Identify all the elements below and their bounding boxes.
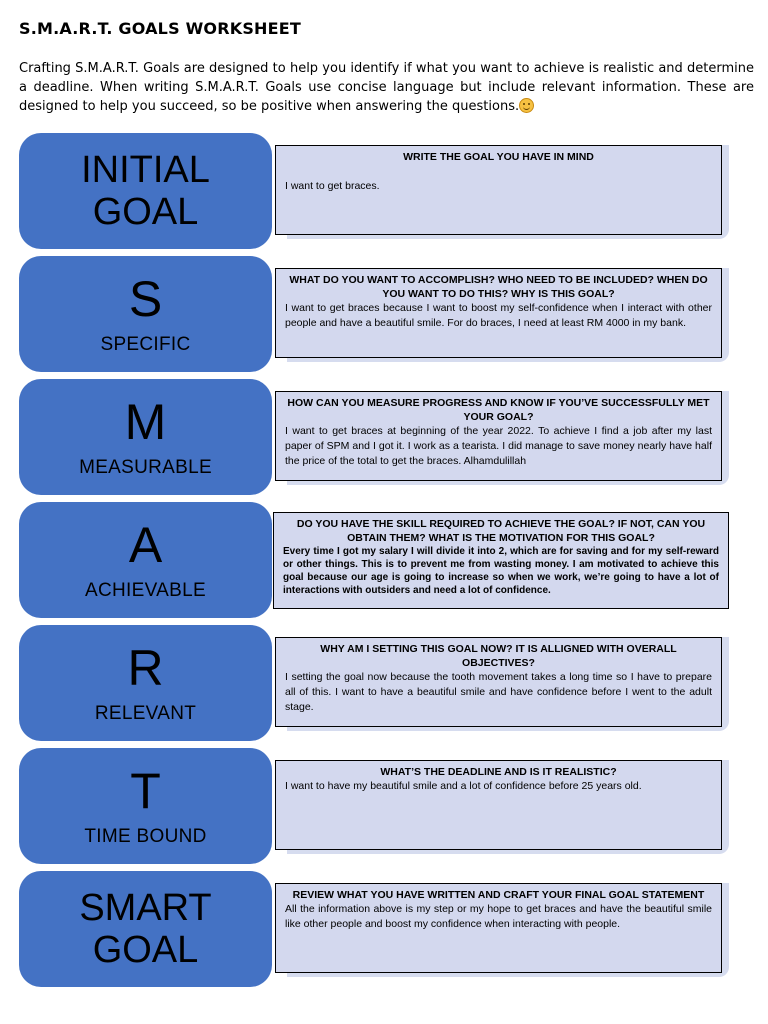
specific-answer: I want to get braces because I want to boost my self-confidence when I interact with other people and have a beautiful smile. For do braces, I need at least RM 4000 in my bank. bbox=[285, 302, 712, 329]
smart-goal-row bbox=[19, 871, 754, 987]
relevant-question: WHY AM I SETTING THIS GOAL NOW? IT IS ALLIGNED WITH OVERALL OBJECTIVES? bbox=[320, 643, 677, 669]
measurable-letter: M bbox=[124, 394, 167, 450]
smart-goal-label bbox=[19, 871, 272, 987]
measurable-box[interactable] bbox=[275, 391, 722, 481]
achievable-question: DO YOU HAVE THE SKILL REQUIRED TO ACHIEVE THE GOAL? IF NOT, CAN YOU OBTAIN THEM? WHAT IS THE MOTIVATION FOR THIS GOAL? bbox=[296, 518, 706, 544]
relevant-box[interactable] bbox=[275, 637, 722, 727]
smart-goal-label-bottom: GOAL bbox=[92, 929, 199, 971]
initial-goal-box[interactable] bbox=[275, 145, 722, 235]
measurable-question: HOW CAN YOU MEASURE PROGRESS AND KNOW IF YOU’VE SUCCESSFULLY MET YOUR GOAL? bbox=[287, 397, 710, 423]
smart-goal-answer: All the information above is my step or my hope to get braces and have the beautiful smile like other people and boost my confidence when interacting with people. bbox=[285, 903, 712, 930]
smart-goal-question: REVIEW WHAT YOU HAVE WRITTEN AND CRAFT YOUR FINAL GOAL STATEMENT bbox=[292, 889, 705, 901]
specific-label bbox=[19, 256, 272, 372]
initial-goal-label bbox=[19, 133, 272, 249]
time-bound-question: WHAT’S THE DEADLINE AND IS IT REALISTIC? bbox=[380, 766, 617, 778]
time-bound-row bbox=[19, 748, 754, 864]
achievable-word: ACHIEVABLE bbox=[85, 580, 206, 601]
smiley-face-icon bbox=[519, 98, 534, 113]
achievable-box[interactable] bbox=[273, 512, 729, 609]
measurable-word: MEASURABLE bbox=[79, 457, 212, 478]
specific-word: SPECIFIC bbox=[100, 334, 191, 355]
relevant-row bbox=[19, 625, 754, 741]
measurable-answer: I want to get braces at beginning of the year 2022. To achieve I find a job after my last paper of SPM and I got it. I work as a tearista. I did manage to save money nearly have half the price of the total to get the braces. Alhamdulillah bbox=[285, 425, 712, 467]
specific-box[interactable] bbox=[275, 268, 722, 358]
relevant-letter: R bbox=[127, 640, 164, 696]
relevant-answer: I setting the goal now because the tooth movement takes a long time so I have to prepare all of this. I want to have a beautiful smile and have confidence before I went to the adult stage. bbox=[285, 671, 712, 713]
intro-paragraph bbox=[19, 59, 754, 116]
initial-goal-question: WRITE THE GOAL YOU HAVE IN MIND bbox=[403, 151, 594, 163]
intro-text: Crafting S.M.A.R.T. Goals are designed to help you identify if what you want to achieve is realistic and determine a deadline. When writing S.M.A.R.T. Goals use concise language but include relevant information. These are designed to help you succeed, so be positive when answering the questions. bbox=[19, 61, 754, 114]
smart-goal-label-top: SMART bbox=[79, 887, 212, 929]
achievable-row bbox=[19, 502, 754, 618]
time-bound-answer: I want to have my beautiful smile and a lot of confidence before 25 years old. bbox=[285, 780, 642, 792]
time-bound-box[interactable] bbox=[275, 760, 722, 850]
initial-goal-label-top: INITIAL bbox=[81, 149, 210, 191]
time-bound-label bbox=[19, 748, 272, 864]
smart-goal-box[interactable] bbox=[275, 883, 722, 973]
measurable-row bbox=[19, 379, 754, 495]
achievable-label bbox=[19, 502, 272, 618]
specific-question: WHAT DO YOU WANT TO ACCOMPLISH? WHO NEED TO BE INCLUDED? WHEN DO YOU WANT TO DO THIS? WHY IS THIS GOAL? bbox=[289, 274, 708, 300]
measurable-label bbox=[19, 379, 272, 495]
achievable-answer: Every time I got my salary I will divide it into 2, which are for saving and for my self-reward or other things. This is to prevent me from wasting money. I am motivated to achieve this goal because our age is going to increase so when we work, we’re going to have a lot of interactions with outsiders and need a lot of confidence. bbox=[283, 546, 719, 596]
page-title: S.M.A.R.T. GOALS WORKSHEET bbox=[19, 19, 302, 38]
relevant-label bbox=[19, 625, 272, 741]
achievable-letter: A bbox=[128, 517, 163, 573]
specific-letter: S bbox=[128, 271, 163, 327]
initial-goal-answer: I want to get braces. bbox=[285, 180, 380, 192]
relevant-word: RELEVANT bbox=[94, 703, 197, 724]
time-bound-word: TIME BOUND bbox=[84, 826, 207, 847]
time-bound-letter: T bbox=[130, 763, 161, 819]
initial-goal-label-bottom: GOAL bbox=[92, 191, 199, 233]
initial-goal-row bbox=[19, 133, 754, 249]
specific-row bbox=[19, 256, 754, 372]
